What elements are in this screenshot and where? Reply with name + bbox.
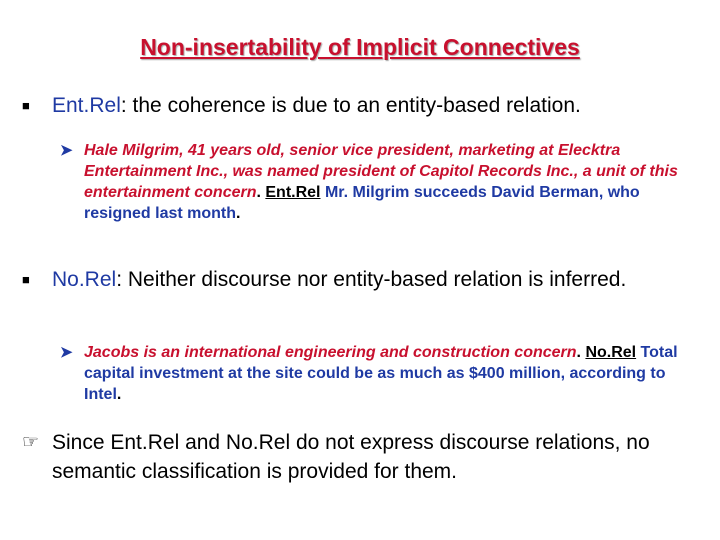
entrel-connective: Ent.Rel [265, 184, 321, 201]
norel-example-text [84, 342, 696, 405]
entrel-separator: . [256, 184, 266, 201]
closing-note-text: Since Ent.Rel and No.Rel do not express discourse relations, no semantic classification is provided for them. [52, 431, 650, 483]
entrel-term: Ent.Rel [52, 94, 121, 117]
square-bullet-icon: ■ [22, 272, 30, 287]
norel-end: . [116, 386, 122, 403]
norel-term: No.Rel [52, 268, 117, 291]
square-bullet-icon: ■ [22, 98, 30, 113]
entrel-arg1: Hale Milgrim, 41 years old, senior vice president, marketing at Elecktra Entertainment Inc., was named president of Capitol Records Inc., a unit of this entertainment concern [84, 142, 678, 201]
norel-connective: No.Rel [585, 344, 637, 361]
arrow-bullet-icon: ➤ [60, 142, 73, 159]
arrow-bullet-icon: ➤ [60, 344, 73, 361]
entrel-example-text [84, 140, 696, 224]
slide-title: Non-insertability of Implicit Connectives [140, 34, 580, 60]
norel-definition [52, 266, 712, 294]
entrel-end: . [236, 205, 241, 222]
norel-separator: . [576, 344, 586, 361]
entrel-definition [52, 92, 712, 120]
norel-bullet [22, 266, 712, 322]
entrel-arg2: Mr. Milgrim succeeds David Berman, who resigned last month [84, 184, 640, 222]
pointing-hand-icon: ☞ [22, 432, 40, 453]
norel-definition-text: : Neither discourse nor entity-based relation is inferred. [116, 268, 627, 291]
norel-arg1: Jacobs is an international engineering and construction concern [84, 344, 577, 361]
entrel-definition-text: : the coherence is due to an entity-based relation. [120, 94, 581, 117]
norel-arg2: Total capital investment at the site could be as much as $400 million, according to Intel [84, 344, 678, 403]
entrel-bullet [22, 92, 712, 120]
